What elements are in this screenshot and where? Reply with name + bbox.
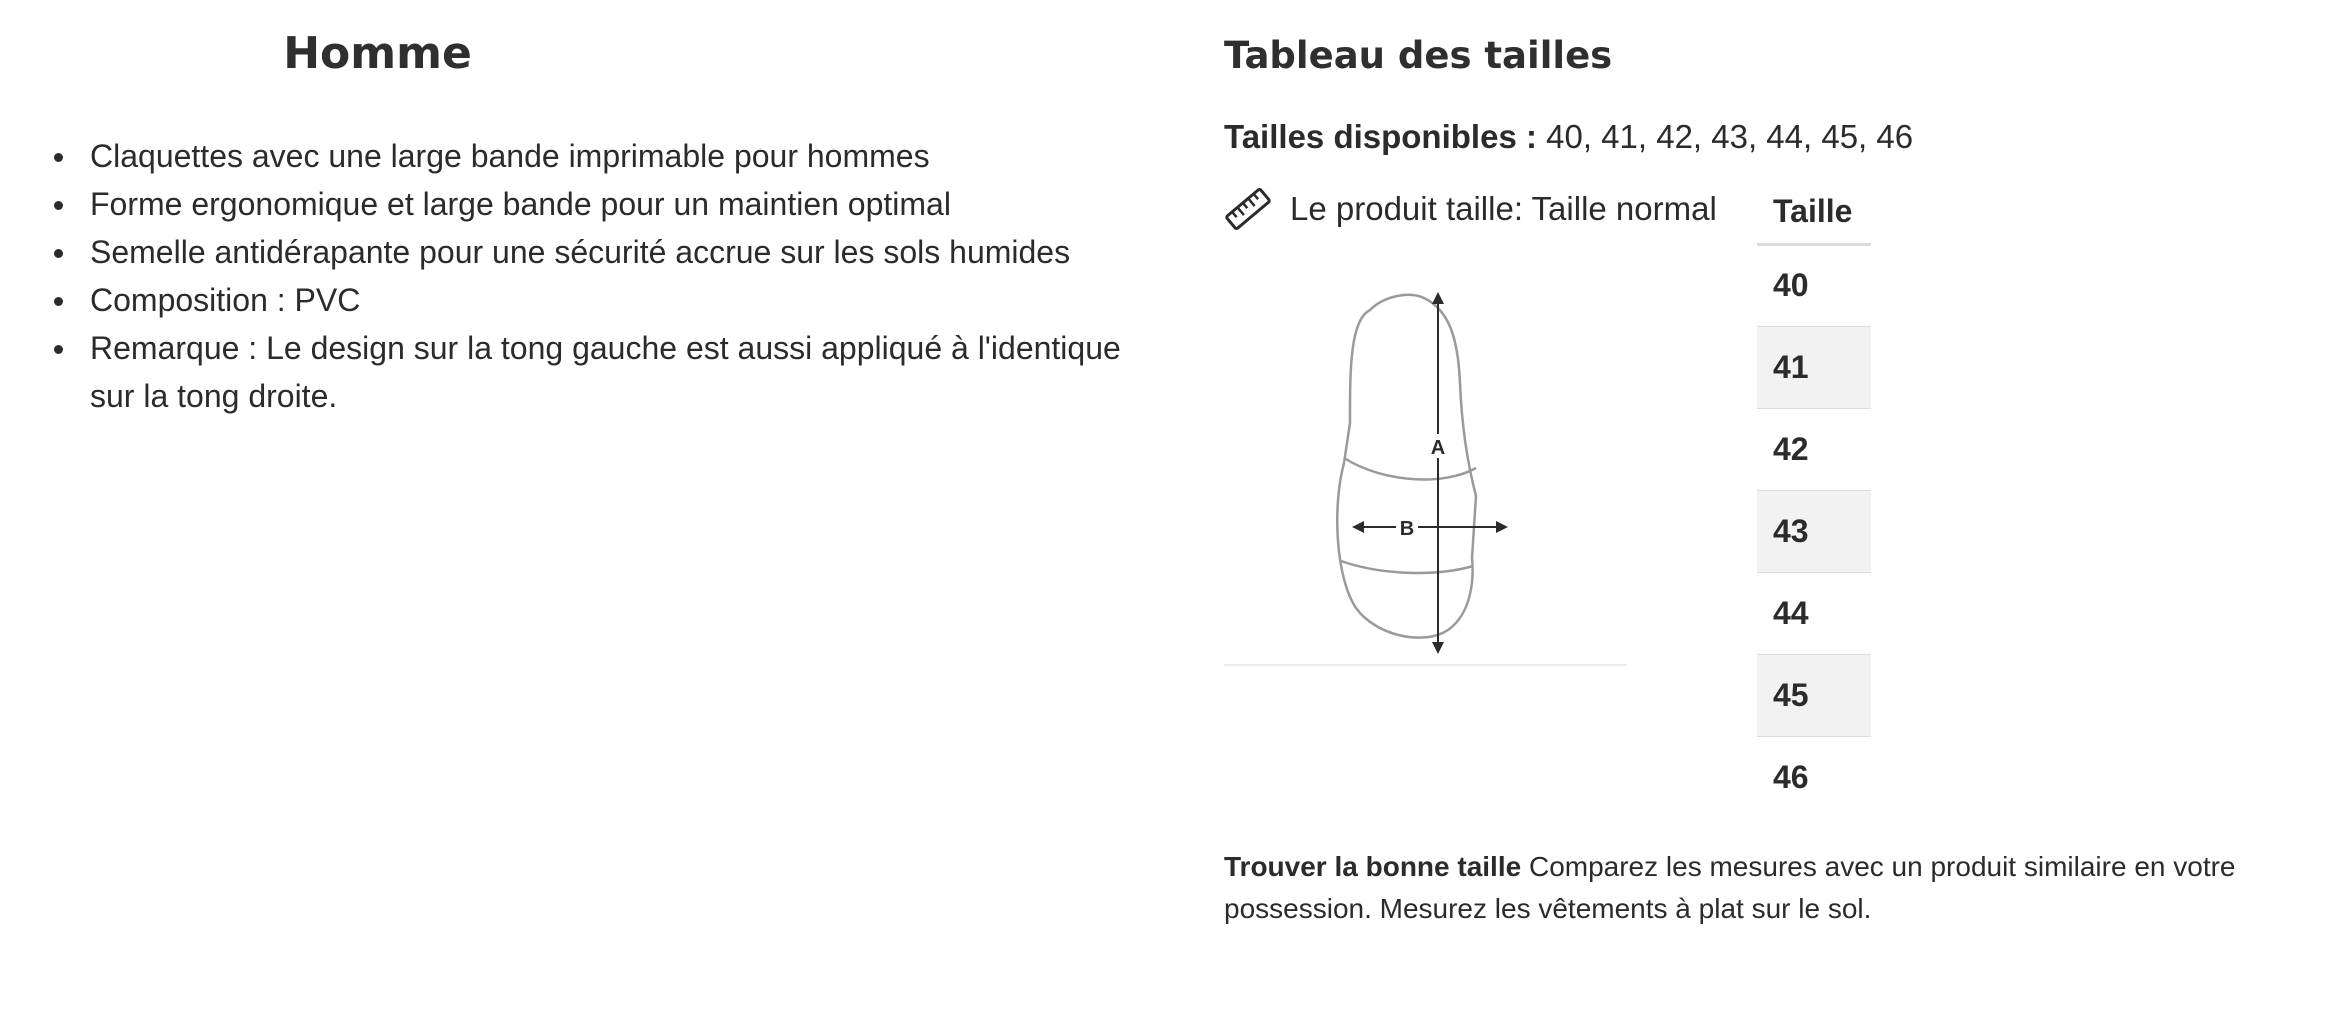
list-item: Composition : PVC [54, 276, 1134, 324]
table-row [1757, 326, 1871, 408]
list-item: Remarque : Le design sur la tong gauche est aussi appliqué à l'identique sur la tong droite. [54, 324, 1134, 420]
size-cell: 46 [1773, 758, 1809, 795]
ruler-icon [1224, 185, 1272, 233]
table-row [1757, 408, 1871, 490]
size-guide-title: Tableau des tailles [1224, 34, 1613, 77]
list-item: Claquettes avec une large bande imprimable pour hommes [54, 132, 1134, 180]
size-table [1757, 180, 1871, 818]
size-advice-title: Trouver la bonne taille [1224, 851, 1522, 882]
section-title: Homme [283, 28, 472, 79]
available-sizes-values: 40, 41, 42, 43, 44, 45, 46 [1546, 118, 1914, 155]
size-cell: 41 [1757, 326, 1871, 408]
available-sizes [1224, 118, 1913, 156]
fit-text: Le produit taille: Taille normal [1290, 190, 1717, 227]
size-cell: 42 [1757, 408, 1871, 490]
size-cell: 43 [1757, 490, 1871, 572]
list-item: Forme ergonomique et large bande pour un maintien optimal [54, 180, 1134, 228]
table-row [1757, 736, 1871, 818]
slide-measurement-diagram [1224, 258, 1627, 666]
size-column-header: Taille [1757, 180, 1871, 244]
table-row [1757, 244, 1871, 326]
size-advice [1224, 846, 2334, 930]
fit-info [1224, 186, 1717, 232]
dimension-label-a: A [1430, 437, 1446, 459]
size-cell: 44 [1757, 572, 1871, 654]
available-sizes-label: Tailles disponibles : [1224, 118, 1537, 155]
divider [1224, 664, 1627, 666]
list-item: Semelle antidérapante pour une sécurité accrue sur les sols humides [54, 228, 1134, 276]
size-advice-text: Comparez les mesures avec un produit similaire en votre possession. Mesurez les vêtements à plat sur le sol. [1224, 851, 2236, 924]
size-cell: 45 [1757, 654, 1871, 736]
size-guide [1224, 0, 2348, 1034]
feature-list [54, 132, 1134, 420]
table-row [1757, 490, 1871, 572]
table-row [1757, 654, 1871, 736]
size-cell: 40 [1757, 244, 1871, 326]
dimension-label-b: B [1399, 518, 1415, 540]
table-row [1757, 572, 1871, 654]
